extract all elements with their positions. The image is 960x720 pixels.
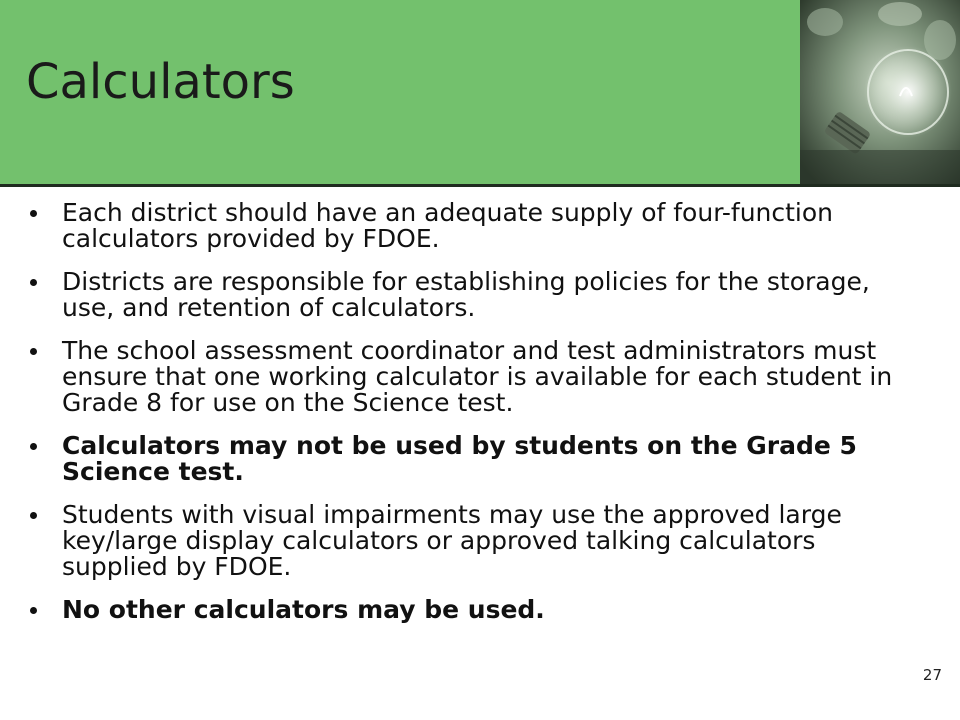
bullet-dot-icon (30, 512, 37, 519)
bullet-text: The school assessment coordinator and test administrators must ensure that one working calculator is available for each student in Grade 8 for use on the Science test. (62, 336, 893, 417)
slide-title: Calculators (26, 54, 295, 110)
page-number: 27 (922, 666, 942, 684)
bullet-text: No other calculators may be used. (62, 595, 545, 624)
header-divider (0, 184, 960, 187)
bullet-dot-icon (30, 348, 37, 355)
bullet-item (0, 269, 960, 321)
bullet-dot-icon (30, 210, 37, 217)
bullet-item (0, 502, 960, 580)
bullet-item-emphasis (0, 433, 960, 485)
bullet-text: Districts are responsible for establishing policies for the storage, use, and retention of calculators. (62, 267, 870, 322)
bullet-item-emphasis (0, 597, 960, 623)
bullet-text: Calculators may not be used by students on the Grade 5 Science test. (62, 431, 857, 486)
bullet-dot-icon (30, 279, 37, 286)
bullet-text: Each district should have an adequate supply of four-function calculators provided by FDOE. (62, 198, 834, 253)
bullet-dot-icon (30, 443, 37, 450)
bullet-item (0, 200, 960, 252)
light-bulb-photo (800, 0, 960, 184)
bullet-text: Students with visual impairments may use the approved large key/large display calculators or approved talking calculators supplied by FDOE. (62, 500, 842, 581)
bullet-dot-icon (30, 607, 37, 614)
title-banner (0, 0, 800, 184)
bullet-list (0, 200, 960, 640)
bullet-item (0, 338, 960, 416)
light-bulb-image (800, 0, 960, 184)
